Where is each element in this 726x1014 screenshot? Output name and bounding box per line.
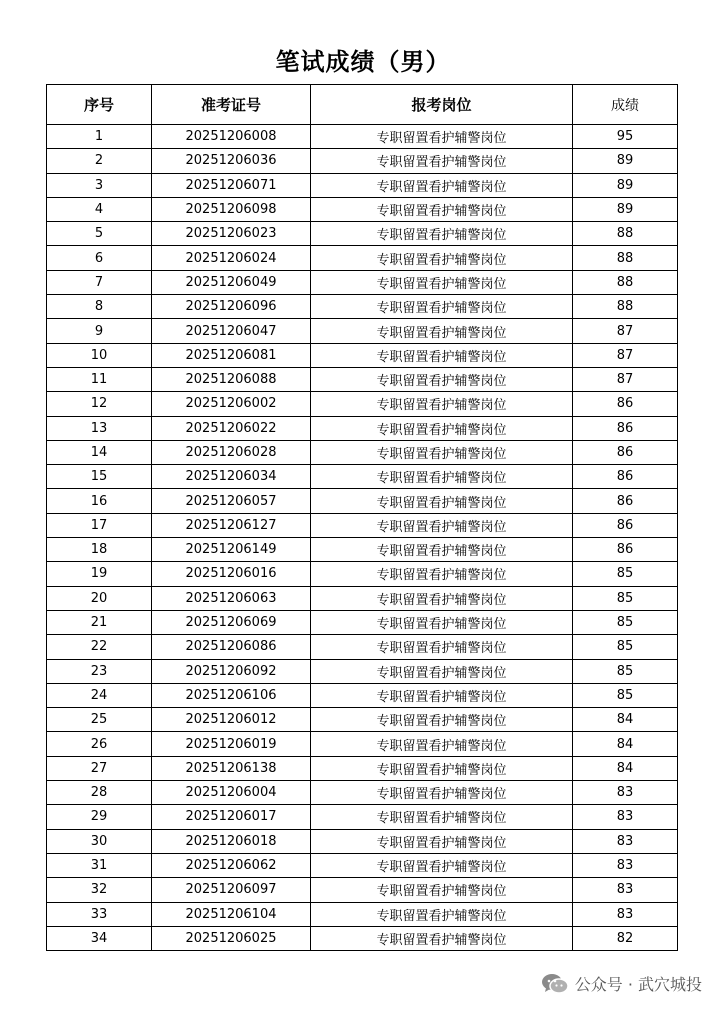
table-row (47, 270, 678, 294)
table-row (47, 659, 678, 683)
cell-ticket-number: 20251206022 (152, 416, 311, 440)
cell-ticket-number: 20251206028 (152, 440, 311, 464)
cell-score: 88 (573, 222, 678, 246)
table-row (47, 683, 678, 707)
table-row (47, 173, 678, 197)
cell-ticket-number: 20251206106 (152, 683, 311, 707)
cell-score: 86 (573, 489, 678, 513)
cell-score: 83 (573, 805, 678, 829)
cell-seq: 20 (47, 586, 152, 610)
watermark (541, 972, 702, 995)
cell-ticket-number: 20251206034 (152, 465, 311, 489)
table-row (47, 538, 678, 562)
cell-ticket-number: 20251206002 (152, 392, 311, 416)
cell-score: 89 (573, 197, 678, 221)
cell-seq: 22 (47, 635, 152, 659)
cell-position: 专职留置看护辅警岗位 (311, 902, 573, 926)
cell-score: 85 (573, 635, 678, 659)
cell-position: 专职留置看护辅警岗位 (311, 416, 573, 440)
cell-ticket-number: 20251206098 (152, 197, 311, 221)
table-row (47, 319, 678, 343)
cell-position: 专职留置看护辅警岗位 (311, 246, 573, 270)
cell-position: 专职留置看护辅警岗位 (311, 805, 573, 829)
table-row (47, 902, 678, 926)
cell-seq: 6 (47, 246, 152, 270)
cell-seq: 34 (47, 926, 152, 950)
cell-score: 86 (573, 392, 678, 416)
cell-seq: 30 (47, 829, 152, 853)
cell-seq: 24 (47, 683, 152, 707)
cell-position: 专职留置看护辅警岗位 (311, 829, 573, 853)
cell-ticket-number: 20251206019 (152, 732, 311, 756)
table-row (47, 367, 678, 391)
cell-position: 专职留置看护辅警岗位 (311, 635, 573, 659)
cell-ticket-number: 20251206023 (152, 222, 311, 246)
cell-ticket-number: 20251206069 (152, 610, 311, 634)
cell-position: 专职留置看护辅警岗位 (311, 538, 573, 562)
cell-score: 95 (573, 125, 678, 149)
cell-seq: 25 (47, 708, 152, 732)
cell-position: 专职留置看护辅警岗位 (311, 149, 573, 173)
cell-position: 专职留置看护辅警岗位 (311, 756, 573, 780)
cell-position: 专职留置看护辅警岗位 (311, 440, 573, 464)
watermark-text: 公众号 · 武穴城投 (574, 975, 702, 994)
cell-position: 专职留置看护辅警岗位 (311, 197, 573, 221)
table-row (47, 222, 678, 246)
table-row (47, 197, 678, 221)
cell-ticket-number: 20251206071 (152, 173, 311, 197)
cell-ticket-number: 20251206088 (152, 367, 311, 391)
cell-score: 89 (573, 173, 678, 197)
cell-seq: 12 (47, 392, 152, 416)
cell-position: 专职留置看护辅警岗位 (311, 367, 573, 391)
cell-position: 专职留置看护辅警岗位 (311, 683, 573, 707)
cell-seq: 19 (47, 562, 152, 586)
cell-position: 专职留置看护辅警岗位 (311, 926, 573, 950)
cell-score: 86 (573, 538, 678, 562)
table-row (47, 392, 678, 416)
table-row (47, 732, 678, 756)
cell-score: 86 (573, 440, 678, 464)
cell-seq: 29 (47, 805, 152, 829)
cell-ticket-number: 20251206017 (152, 805, 311, 829)
score-table (46, 84, 678, 951)
table-row (47, 416, 678, 440)
cell-ticket-number: 20251206057 (152, 489, 311, 513)
cell-score: 85 (573, 683, 678, 707)
page-title: 笔试成绩（男） (275, 47, 451, 76)
cell-ticket-number: 20251206104 (152, 902, 311, 926)
header-ticket-number: 准考证号 (152, 85, 311, 125)
cell-ticket-number: 20251206092 (152, 659, 311, 683)
cell-score: 85 (573, 610, 678, 634)
cell-position: 专职留置看护辅警岗位 (311, 392, 573, 416)
cell-position: 专职留置看护辅警岗位 (311, 513, 573, 537)
cell-score: 86 (573, 465, 678, 489)
cell-position: 专职留置看护辅警岗位 (311, 708, 573, 732)
table-row (47, 246, 678, 270)
cell-ticket-number: 20251206004 (152, 781, 311, 805)
cell-score: 83 (573, 853, 678, 877)
cell-score: 85 (573, 562, 678, 586)
cell-position: 专职留置看护辅警岗位 (311, 295, 573, 319)
cell-ticket-number: 20251206012 (152, 708, 311, 732)
cell-ticket-number: 20251206047 (152, 319, 311, 343)
cell-position: 专职留置看护辅警岗位 (311, 319, 573, 343)
cell-seq: 31 (47, 853, 152, 877)
cell-score: 87 (573, 319, 678, 343)
table-row (47, 853, 678, 877)
cell-seq: 26 (47, 732, 152, 756)
table-row (47, 513, 678, 537)
cell-ticket-number: 20251206127 (152, 513, 311, 537)
cell-seq: 27 (47, 756, 152, 780)
cell-ticket-number: 20251206036 (152, 149, 311, 173)
cell-seq: 21 (47, 610, 152, 634)
table-row (47, 586, 678, 610)
cell-ticket-number: 20251206086 (152, 635, 311, 659)
cell-position: 专职留置看护辅警岗位 (311, 465, 573, 489)
cell-position: 专职留置看护辅警岗位 (311, 610, 573, 634)
cell-seq: 3 (47, 173, 152, 197)
cell-score: 88 (573, 295, 678, 319)
cell-ticket-number: 20251206049 (152, 270, 311, 294)
cell-ticket-number: 20251206063 (152, 586, 311, 610)
cell-score: 83 (573, 878, 678, 902)
cell-seq: 28 (47, 781, 152, 805)
cell-position: 专职留置看护辅警岗位 (311, 659, 573, 683)
table-header-row (47, 85, 678, 125)
cell-seq: 13 (47, 416, 152, 440)
cell-seq: 11 (47, 367, 152, 391)
cell-position: 专职留置看护辅警岗位 (311, 173, 573, 197)
cell-score: 84 (573, 732, 678, 756)
table-row (47, 635, 678, 659)
table-row (47, 125, 678, 149)
cell-position: 专职留置看护辅警岗位 (311, 781, 573, 805)
cell-score: 87 (573, 343, 678, 367)
cell-position: 专职留置看护辅警岗位 (311, 732, 573, 756)
table-body (47, 125, 678, 951)
table-row (47, 610, 678, 634)
cell-score: 89 (573, 149, 678, 173)
cell-seq: 1 (47, 125, 152, 149)
cell-ticket-number: 20251206016 (152, 562, 311, 586)
cell-seq: 5 (47, 222, 152, 246)
cell-score: 82 (573, 926, 678, 950)
cell-position: 专职留置看护辅警岗位 (311, 125, 573, 149)
cell-ticket-number: 20251206008 (152, 125, 311, 149)
cell-ticket-number: 20251206097 (152, 878, 311, 902)
cell-position: 专职留置看护辅警岗位 (311, 222, 573, 246)
cell-seq: 4 (47, 197, 152, 221)
cell-ticket-number: 20251206062 (152, 853, 311, 877)
cell-position: 专职留置看护辅警岗位 (311, 562, 573, 586)
cell-ticket-number: 20251206149 (152, 538, 311, 562)
cell-position: 专职留置看护辅警岗位 (311, 878, 573, 902)
cell-ticket-number: 20251206096 (152, 295, 311, 319)
table-row (47, 926, 678, 950)
cell-position: 专职留置看护辅警岗位 (311, 343, 573, 367)
table-row (47, 440, 678, 464)
cell-seq: 2 (47, 149, 152, 173)
cell-position: 专职留置看护辅警岗位 (311, 270, 573, 294)
table-row (47, 343, 678, 367)
cell-score: 86 (573, 416, 678, 440)
cell-ticket-number: 20251206018 (152, 829, 311, 853)
cell-score: 84 (573, 756, 678, 780)
table-row (47, 295, 678, 319)
table-row (47, 781, 678, 805)
table-row (47, 878, 678, 902)
cell-score: 83 (573, 829, 678, 853)
cell-seq: 7 (47, 270, 152, 294)
cell-score: 83 (573, 902, 678, 926)
table-row (47, 756, 678, 780)
cell-ticket-number: 20251206025 (152, 926, 311, 950)
cell-position: 专职留置看护辅警岗位 (311, 489, 573, 513)
cell-score: 84 (573, 708, 678, 732)
wechat-icon (541, 973, 569, 995)
cell-ticket-number: 20251206138 (152, 756, 311, 780)
table-row (47, 829, 678, 853)
cell-seq: 9 (47, 319, 152, 343)
cell-ticket-number: 20251206024 (152, 246, 311, 270)
cell-score: 87 (573, 367, 678, 391)
cell-position: 专职留置看护辅警岗位 (311, 586, 573, 610)
cell-position: 专职留置看护辅警岗位 (311, 853, 573, 877)
cell-score: 85 (573, 586, 678, 610)
cell-seq: 16 (47, 489, 152, 513)
table-row (47, 149, 678, 173)
cell-score: 88 (573, 246, 678, 270)
cell-seq: 32 (47, 878, 152, 902)
cell-seq: 33 (47, 902, 152, 926)
table-row (47, 708, 678, 732)
cell-seq: 15 (47, 465, 152, 489)
cell-seq: 10 (47, 343, 152, 367)
table-row (47, 805, 678, 829)
header-score: 成绩 (573, 85, 678, 125)
table-row (47, 562, 678, 586)
cell-seq: 23 (47, 659, 152, 683)
cell-seq: 8 (47, 295, 152, 319)
header-position: 报考岗位 (311, 85, 573, 125)
cell-seq: 17 (47, 513, 152, 537)
table-row (47, 465, 678, 489)
cell-score: 86 (573, 513, 678, 537)
cell-score: 88 (573, 270, 678, 294)
cell-seq: 14 (47, 440, 152, 464)
cell-score: 83 (573, 781, 678, 805)
cell-ticket-number: 20251206081 (152, 343, 311, 367)
cell-score: 85 (573, 659, 678, 683)
table-row (47, 489, 678, 513)
header-seq: 序号 (47, 85, 152, 125)
cell-seq: 18 (47, 538, 152, 562)
